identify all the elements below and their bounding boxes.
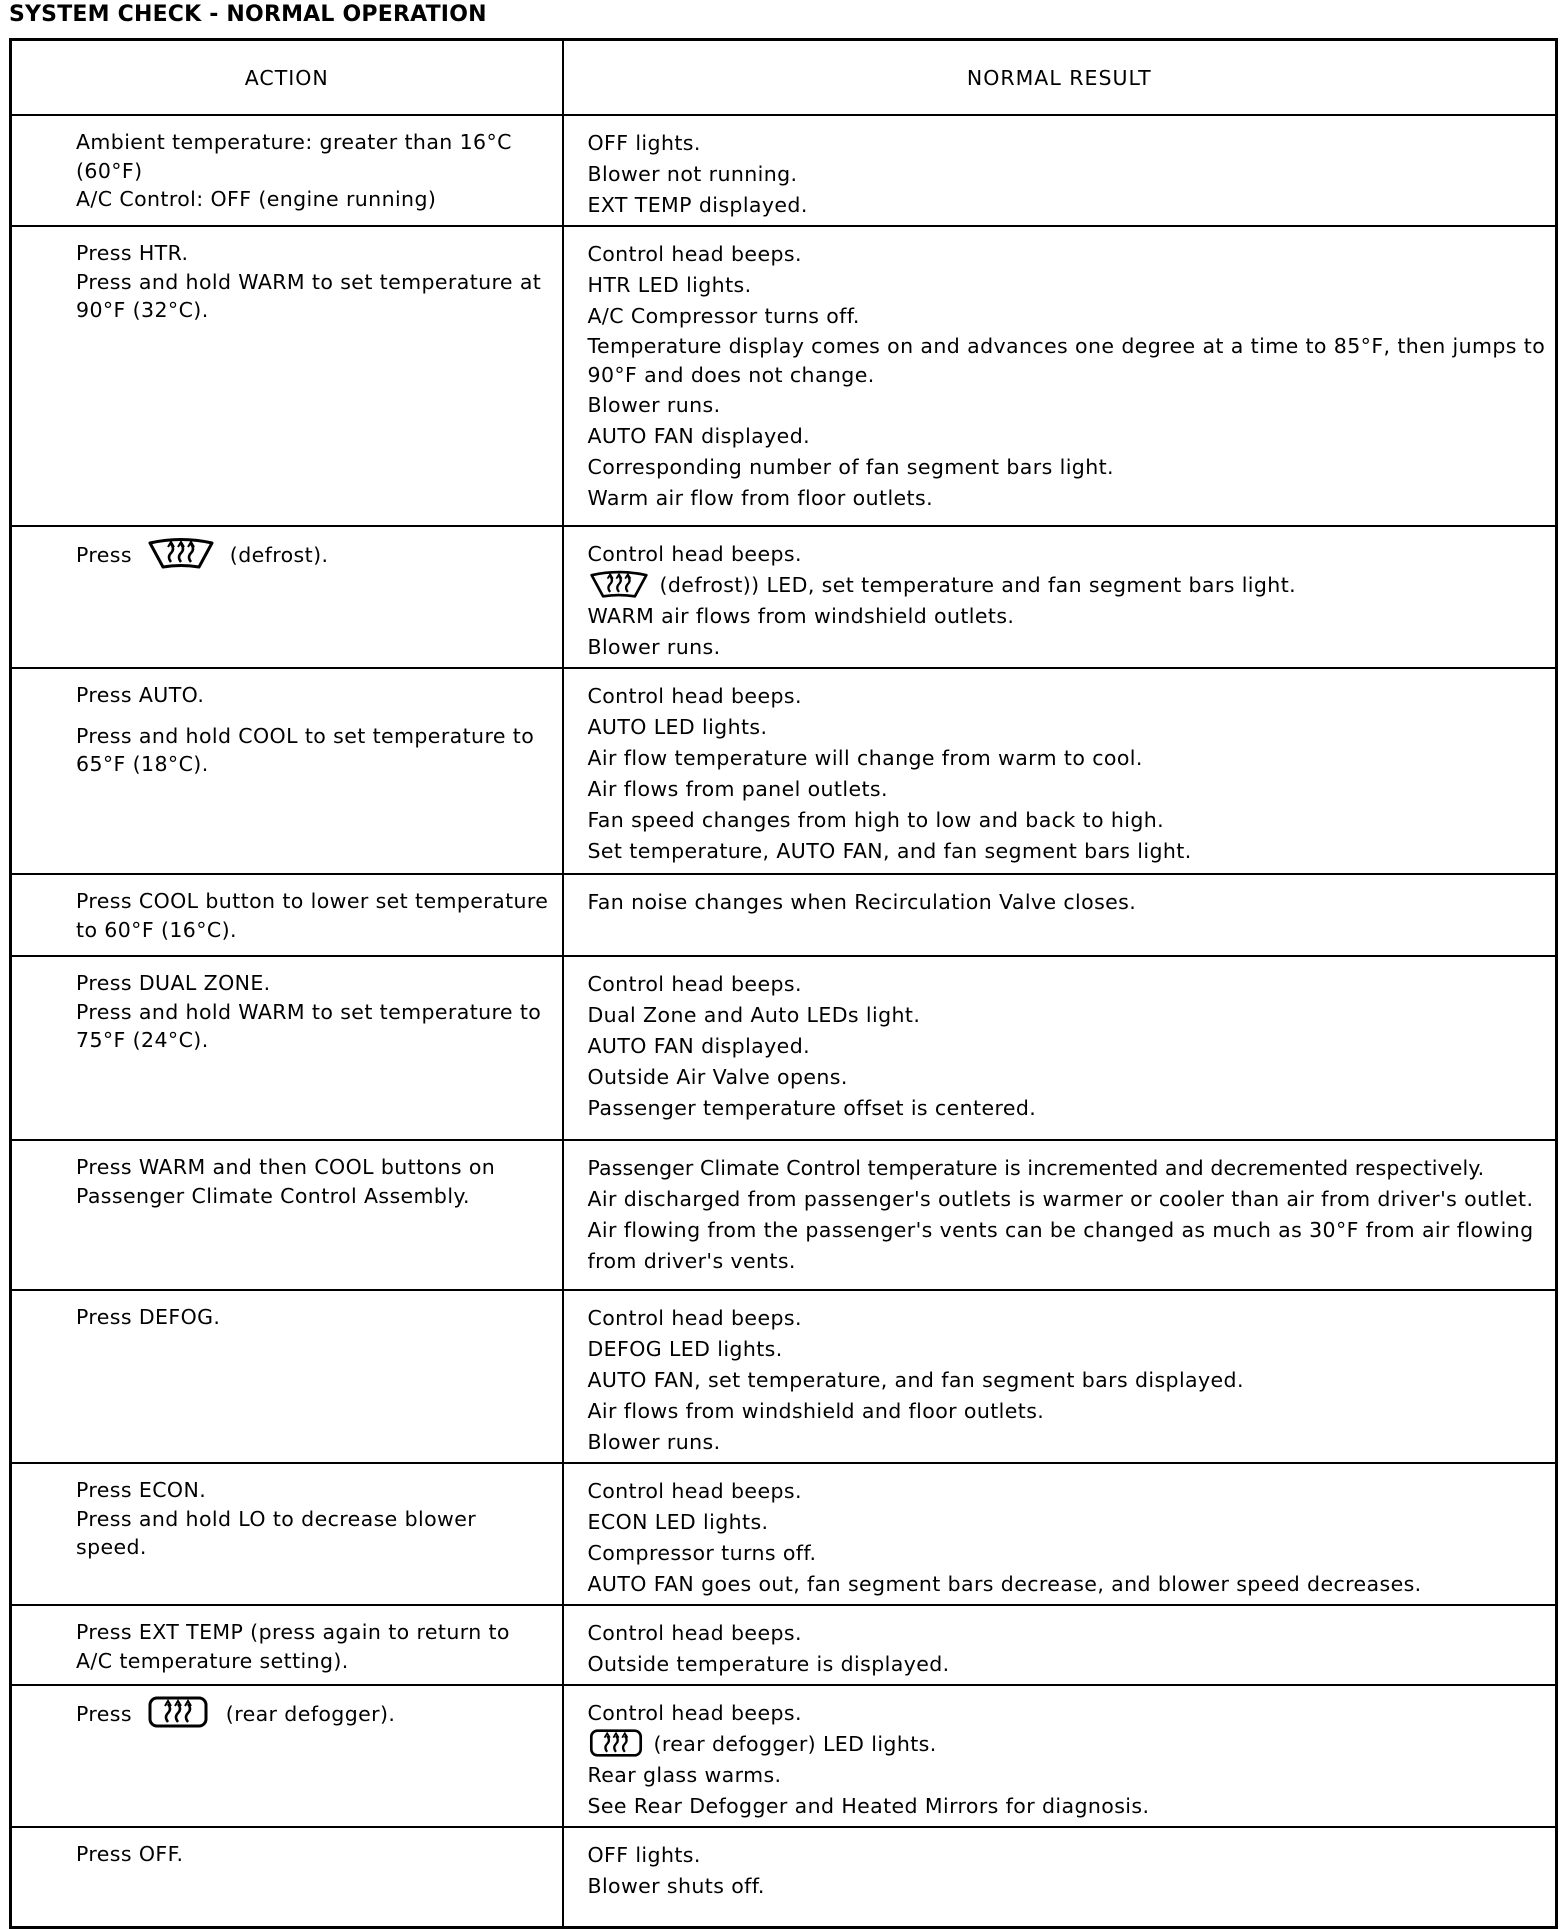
table-row [11, 1605, 1557, 1685]
result-text: Air flows from windshield and floor outlets. [587, 1399, 1045, 1423]
result-text: Dual Zone and Auto LEDs light. [587, 1003, 921, 1027]
result-text: EXT TEMP displayed. [587, 193, 808, 217]
action-text: Ambient temperature: greater than 16°C (60°F) [76, 130, 512, 183]
result-text [588, 1729, 1550, 1760]
action-text: Press WARM and then COOL buttons on Passenger Climate Control Assembly. [76, 1155, 496, 1208]
action-cell [11, 956, 563, 1140]
result-text: Control head beeps. [587, 542, 802, 566]
result-text: AUTO FAN displayed. [587, 424, 811, 448]
action-prefix: Press [76, 1702, 132, 1726]
table-header-row [11, 40, 1557, 116]
result-cell [563, 874, 1557, 956]
action-cell [11, 1685, 563, 1827]
result-text: Control head beeps. [587, 1479, 802, 1503]
table-row [11, 226, 1557, 526]
action-cell [11, 1463, 563, 1605]
result-text: AUTO FAN goes out, fan segment bars decrease, and blower speed decreases. [587, 1572, 1422, 1596]
action-text: Press DEFOG. [76, 1305, 221, 1329]
result-text: Warm air flow from floor outlets. [587, 486, 933, 510]
result-text: Air discharged from passenger's outlets is warmer or cooler than air from driver's outlet. Air flowing from the passenger's vents can be changed as much as 30°F from air flowing from driver's vents. [587, 1187, 1534, 1273]
action-text: Press and hold LO to decrease blower speed. [76, 1506, 477, 1559]
table-row [11, 1685, 1557, 1827]
result-cell [563, 956, 1557, 1140]
result-text: AUTO FAN displayed. [587, 1034, 811, 1058]
result-cell [563, 1685, 1557, 1827]
result-text: Corresponding number of fan segment bars light. [587, 455, 1114, 479]
result-text: Control head beeps. [587, 684, 802, 708]
action-text: Press ECON. [76, 1478, 207, 1502]
table-row [11, 1827, 1557, 1927]
action-text: Press OFF. [76, 1842, 184, 1866]
table-row [11, 1140, 1557, 1290]
result-cell [563, 526, 1557, 668]
result-cell [563, 1140, 1557, 1290]
action-text: Press and hold COOL to set temperature to 65°F (18°C). [76, 723, 535, 776]
result-text: OFF lights. [587, 1843, 701, 1867]
system-check-table [9, 38, 1558, 1929]
result-text: Compressor turns off. [587, 1541, 817, 1565]
action-cell [11, 1140, 563, 1290]
action-prefix: Press [76, 543, 132, 567]
action-text: Press DUAL ZONE. [76, 971, 271, 995]
result-text: Passenger Climate Control temperature is incremented and decremented respectively. [587, 1156, 1485, 1180]
rear-defogger-icon [147, 1695, 209, 1729]
result-text: Blower not running. [587, 162, 798, 186]
windshield-defrost-icon [147, 536, 215, 570]
action-cell [11, 526, 563, 668]
spacer [76, 710, 552, 722]
result-text: Blower runs. [587, 393, 721, 417]
result-cell [563, 1290, 1557, 1463]
result-cell [563, 1605, 1557, 1685]
result-text: Blower runs. [587, 1430, 721, 1454]
result-text: Set temperature, AUTO FAN, and fan segment bars light. [587, 839, 1192, 863]
result-text: Control head beeps. [587, 972, 802, 996]
action-cell [11, 668, 563, 874]
result-text: Air flows from panel outlets. [587, 777, 888, 801]
result-text: Outside Air Valve opens. [587, 1065, 848, 1089]
result-text: DEFOG LED lights. [587, 1337, 783, 1361]
action-text [76, 539, 552, 573]
result-text: Control head beeps. [587, 1306, 802, 1330]
table-row [11, 115, 1557, 226]
result-text: Outside temperature is displayed. [587, 1652, 950, 1676]
result-cell [563, 115, 1557, 226]
action-text [76, 1698, 552, 1732]
result-text: See Rear Defogger and Heated Mirrors for diagnosis. [587, 1794, 1150, 1818]
action-cell [11, 1827, 563, 1927]
action-text: Press and hold WARM to set temperature to 75°F (24°C). [76, 999, 542, 1052]
result-text: AUTO FAN, set temperature, and fan segment bars displayed. [587, 1368, 1244, 1392]
result-text: Passenger temperature offset is centered. [587, 1096, 1037, 1120]
result-text: ECON LED lights. [587, 1510, 769, 1534]
action-text: Press AUTO. [76, 683, 205, 707]
action-text: Press HTR. [76, 241, 189, 265]
result-text: Temperature display comes on and advances one degree at a time to 85°F, then jumps to 90°F and does not change. [587, 334, 1546, 387]
result-text: Blower shuts off. [587, 1874, 765, 1898]
table-row [11, 956, 1557, 1140]
action-cell [11, 1290, 563, 1463]
action-text: A/C Control: OFF (engine running) [76, 187, 437, 211]
action-text: Press COOL button to lower set temperature to 60°F (16°C). [76, 889, 549, 942]
result-text: Control head beeps. [587, 1701, 802, 1725]
result-text: Control head beeps. [587, 242, 802, 266]
result-text: A/C Compressor turns off. [587, 304, 860, 328]
result-text: Control head beeps. [587, 1621, 802, 1645]
page-title: SYSTEM CHECK - NORMAL OPERATION [9, 2, 487, 27]
result-cell [563, 226, 1557, 526]
result-icon-suffix: (defrost)) LED, set temperature and fan segment bars light. [659, 573, 1297, 597]
table-row [11, 668, 1557, 874]
result-text: Fan noise changes when Recirculation Valve closes. [587, 890, 1137, 914]
result-text: AUTO LED lights. [587, 715, 768, 739]
table-row [11, 526, 1557, 668]
action-column-header: ACTION [11, 40, 563, 116]
result-column-header: NORMAL RESULT [563, 40, 1557, 116]
result-text: HTR LED lights. [587, 273, 752, 297]
action-cell [11, 226, 563, 526]
result-cell [563, 1463, 1557, 1605]
result-icon-suffix: (rear defogger) LED lights. [653, 1732, 937, 1756]
action-suffix: (rear defogger). [225, 1702, 396, 1726]
action-text: Press and hold WARM to set temperature at 90°F (32°C). [76, 269, 542, 322]
result-cell [563, 668, 1557, 874]
result-cell [563, 1827, 1557, 1927]
action-cell [11, 874, 563, 956]
windshield-defrost-icon [588, 569, 650, 599]
result-text: Blower runs. [587, 635, 721, 659]
result-text: OFF lights. [587, 131, 701, 155]
action-cell [11, 115, 563, 226]
table-row [11, 1290, 1557, 1463]
result-text: Rear glass warms. [587, 1763, 782, 1787]
result-text: WARM air flows from windshield outlets. [587, 604, 1015, 628]
action-cell [11, 1605, 563, 1685]
result-text: Fan speed changes from high to low and back to high. [587, 808, 1165, 832]
result-text [588, 570, 1550, 601]
table-row [11, 1463, 1557, 1605]
action-suffix: (defrost). [229, 543, 329, 567]
action-text: Press EXT TEMP (press again to return to A/C temperature setting). [76, 1620, 510, 1673]
rear-defogger-icon [588, 1728, 644, 1758]
result-text: Air flow temperature will change from warm to cool. [587, 746, 1143, 770]
table-row [11, 874, 1557, 956]
